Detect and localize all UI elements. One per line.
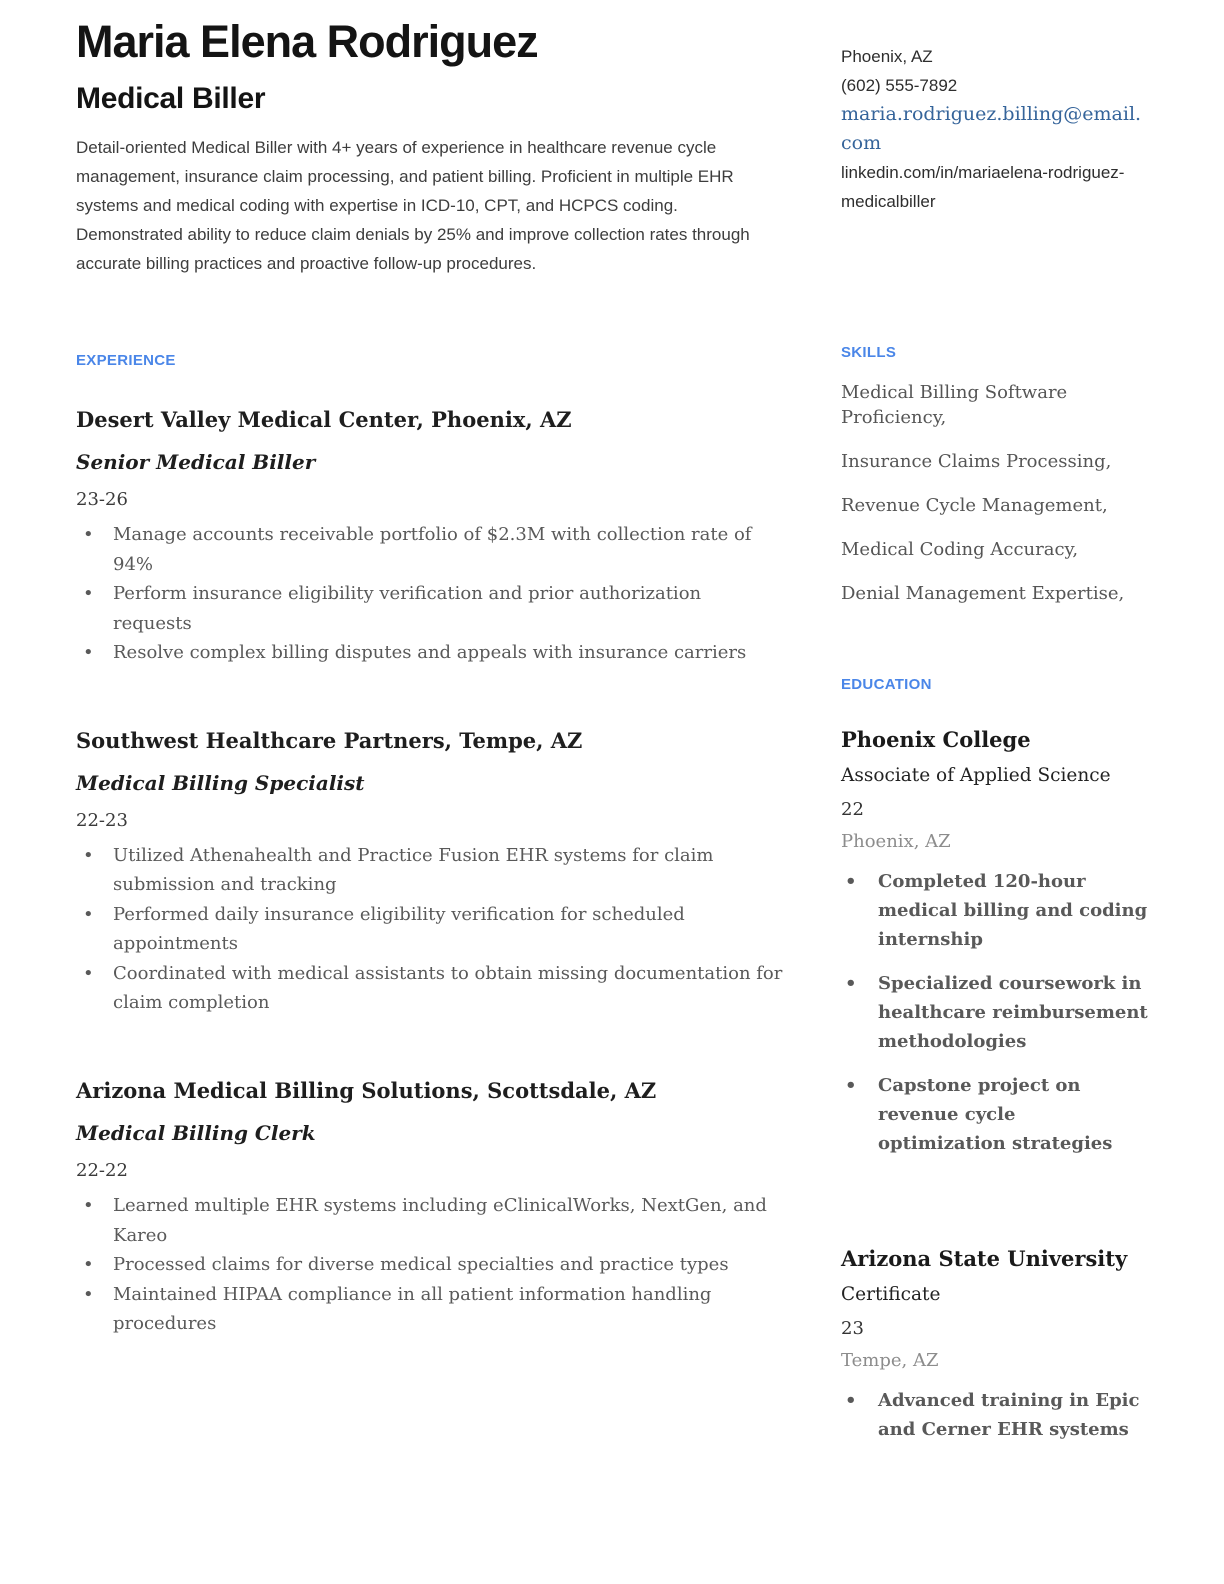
job-dates: 23-26	[76, 489, 128, 510]
job-entry	[76, 1078, 785, 1339]
job-company: Southwest Healthcare Partners, Tempe, AZ	[76, 727, 583, 753]
skill-item: Revenue Cycle Management,	[841, 495, 1108, 516]
school-bullet-list	[841, 867, 1148, 1158]
job-bullet: • Learned multiple EHR systems including eClinicalWorks, NextGen, and Kareo	[76, 1191, 785, 1250]
school-degree: Associate of Applied Science	[841, 765, 1111, 786]
job-bullet: • Coordinated with medical assistants to obtain missing documentation for claim completion	[76, 959, 785, 1018]
skills-section-label: SKILLS	[841, 344, 897, 361]
school-bullet: • Completed 120-hour medical billing and coding internship	[841, 867, 1148, 954]
job-bullet: • Manage accounts receivable portfolio of $2.3M with collection rate of 94%	[76, 520, 785, 579]
school-year: 22	[841, 799, 864, 820]
side-column	[841, 16, 1148, 1444]
school-bullet: • Advanced training in Epic and Cerner EHR systems	[841, 1386, 1148, 1444]
experience-section	[76, 352, 785, 1339]
skill-item: Insurance Claims Processing,	[841, 451, 1112, 472]
main-column	[76, 16, 785, 1444]
contact-email-link[interactable]: maria.rodriguez.billing@email.com	[841, 103, 1142, 154]
skill-item: Denial Management Expertise,	[841, 583, 1125, 604]
contact-phone: (602) 555-7892	[841, 76, 958, 95]
school-entry	[841, 1246, 1148, 1444]
job-bullet: • Processed claims for diverse medical specialties and practice types	[76, 1250, 785, 1280]
person-name: Maria Elena Rodriguez	[76, 16, 538, 67]
school-bullet-list	[841, 1386, 1148, 1444]
school-degree: Certificate	[841, 1284, 941, 1305]
contact-location: Phoenix, AZ	[841, 47, 933, 66]
job-bullet-list	[76, 520, 785, 668]
job-bullet: • Resolve complex billing disputes and appeals with insurance carriers	[76, 638, 785, 668]
job-role: Medical Billing Specialist	[76, 770, 365, 795]
job-bullet: • Perform insurance eligibility verification and prior authorization requests	[76, 579, 785, 638]
skill-item: Medical Billing Software Proficiency,	[841, 382, 1068, 428]
education-section	[841, 676, 1148, 1444]
summary-paragraph: Detail-oriented Medical Biller with 4+ years of experience in healthcare revenue cycle management, insurance claim processing, and patient billing. Proficient in multiple EHR systems and medical coding with expertise in ICD-10, CPT, and HCPCS coding. Demonstrated ability to reduce claim denials by 25% and improve collection rates through accurate billing practices and proactive follow-up procedures.	[76, 137, 750, 273]
job-role: Senior Medical Biller	[76, 450, 316, 474]
job-bullet: • Utilized Athenahealth and Practice Fusion EHR systems for claim submission and tracking	[76, 841, 785, 900]
skills-section	[841, 344, 1148, 606]
skill-item: Medical Coding Accuracy,	[841, 539, 1079, 560]
job-bullet-list	[76, 841, 785, 1018]
contact-block	[841, 42, 1148, 216]
school-year: 23	[841, 1318, 864, 1339]
experience-section-label: EXPERIENCE	[76, 351, 176, 369]
school-bullet: • Specialized coursework in healthcare reimbursement methodologies	[841, 969, 1148, 1056]
job-bullet-list	[76, 1191, 785, 1339]
school-name: Phoenix College	[841, 727, 1031, 752]
job-role: Medical Billing Clerk	[76, 1121, 316, 1145]
job-company: Desert Valley Medical Center, Phoenix, AZ	[76, 406, 572, 432]
job-bullet: • Performed daily insurance eligibility verification for scheduled appointments	[76, 900, 785, 959]
school-entry	[841, 727, 1148, 1158]
job-entry	[76, 728, 785, 1018]
person-title: Medical Biller	[76, 81, 266, 115]
job-entry	[76, 407, 785, 668]
resume-header	[76, 16, 785, 278]
job-bullet: • Maintained HIPAA compliance in all patient information handling procedures	[76, 1280, 785, 1339]
job-company: Arizona Medical Billing Solutions, Scottsdale, AZ	[76, 1077, 657, 1103]
job-dates: 22-22	[76, 1160, 128, 1181]
contact-linkedin: linkedin.com/in/mariaelena-rodriguez-medicalbiller	[841, 163, 1125, 211]
school-location: Tempe, AZ	[841, 1350, 939, 1371]
school-location: Phoenix, AZ	[841, 831, 951, 852]
school-name: Arizona State University	[841, 1246, 1128, 1271]
school-bullet: • Capstone project on revenue cycle optimization strategies	[841, 1071, 1148, 1158]
education-section-label: EDUCATION	[841, 676, 932, 693]
job-dates: 22-23	[76, 809, 128, 831]
